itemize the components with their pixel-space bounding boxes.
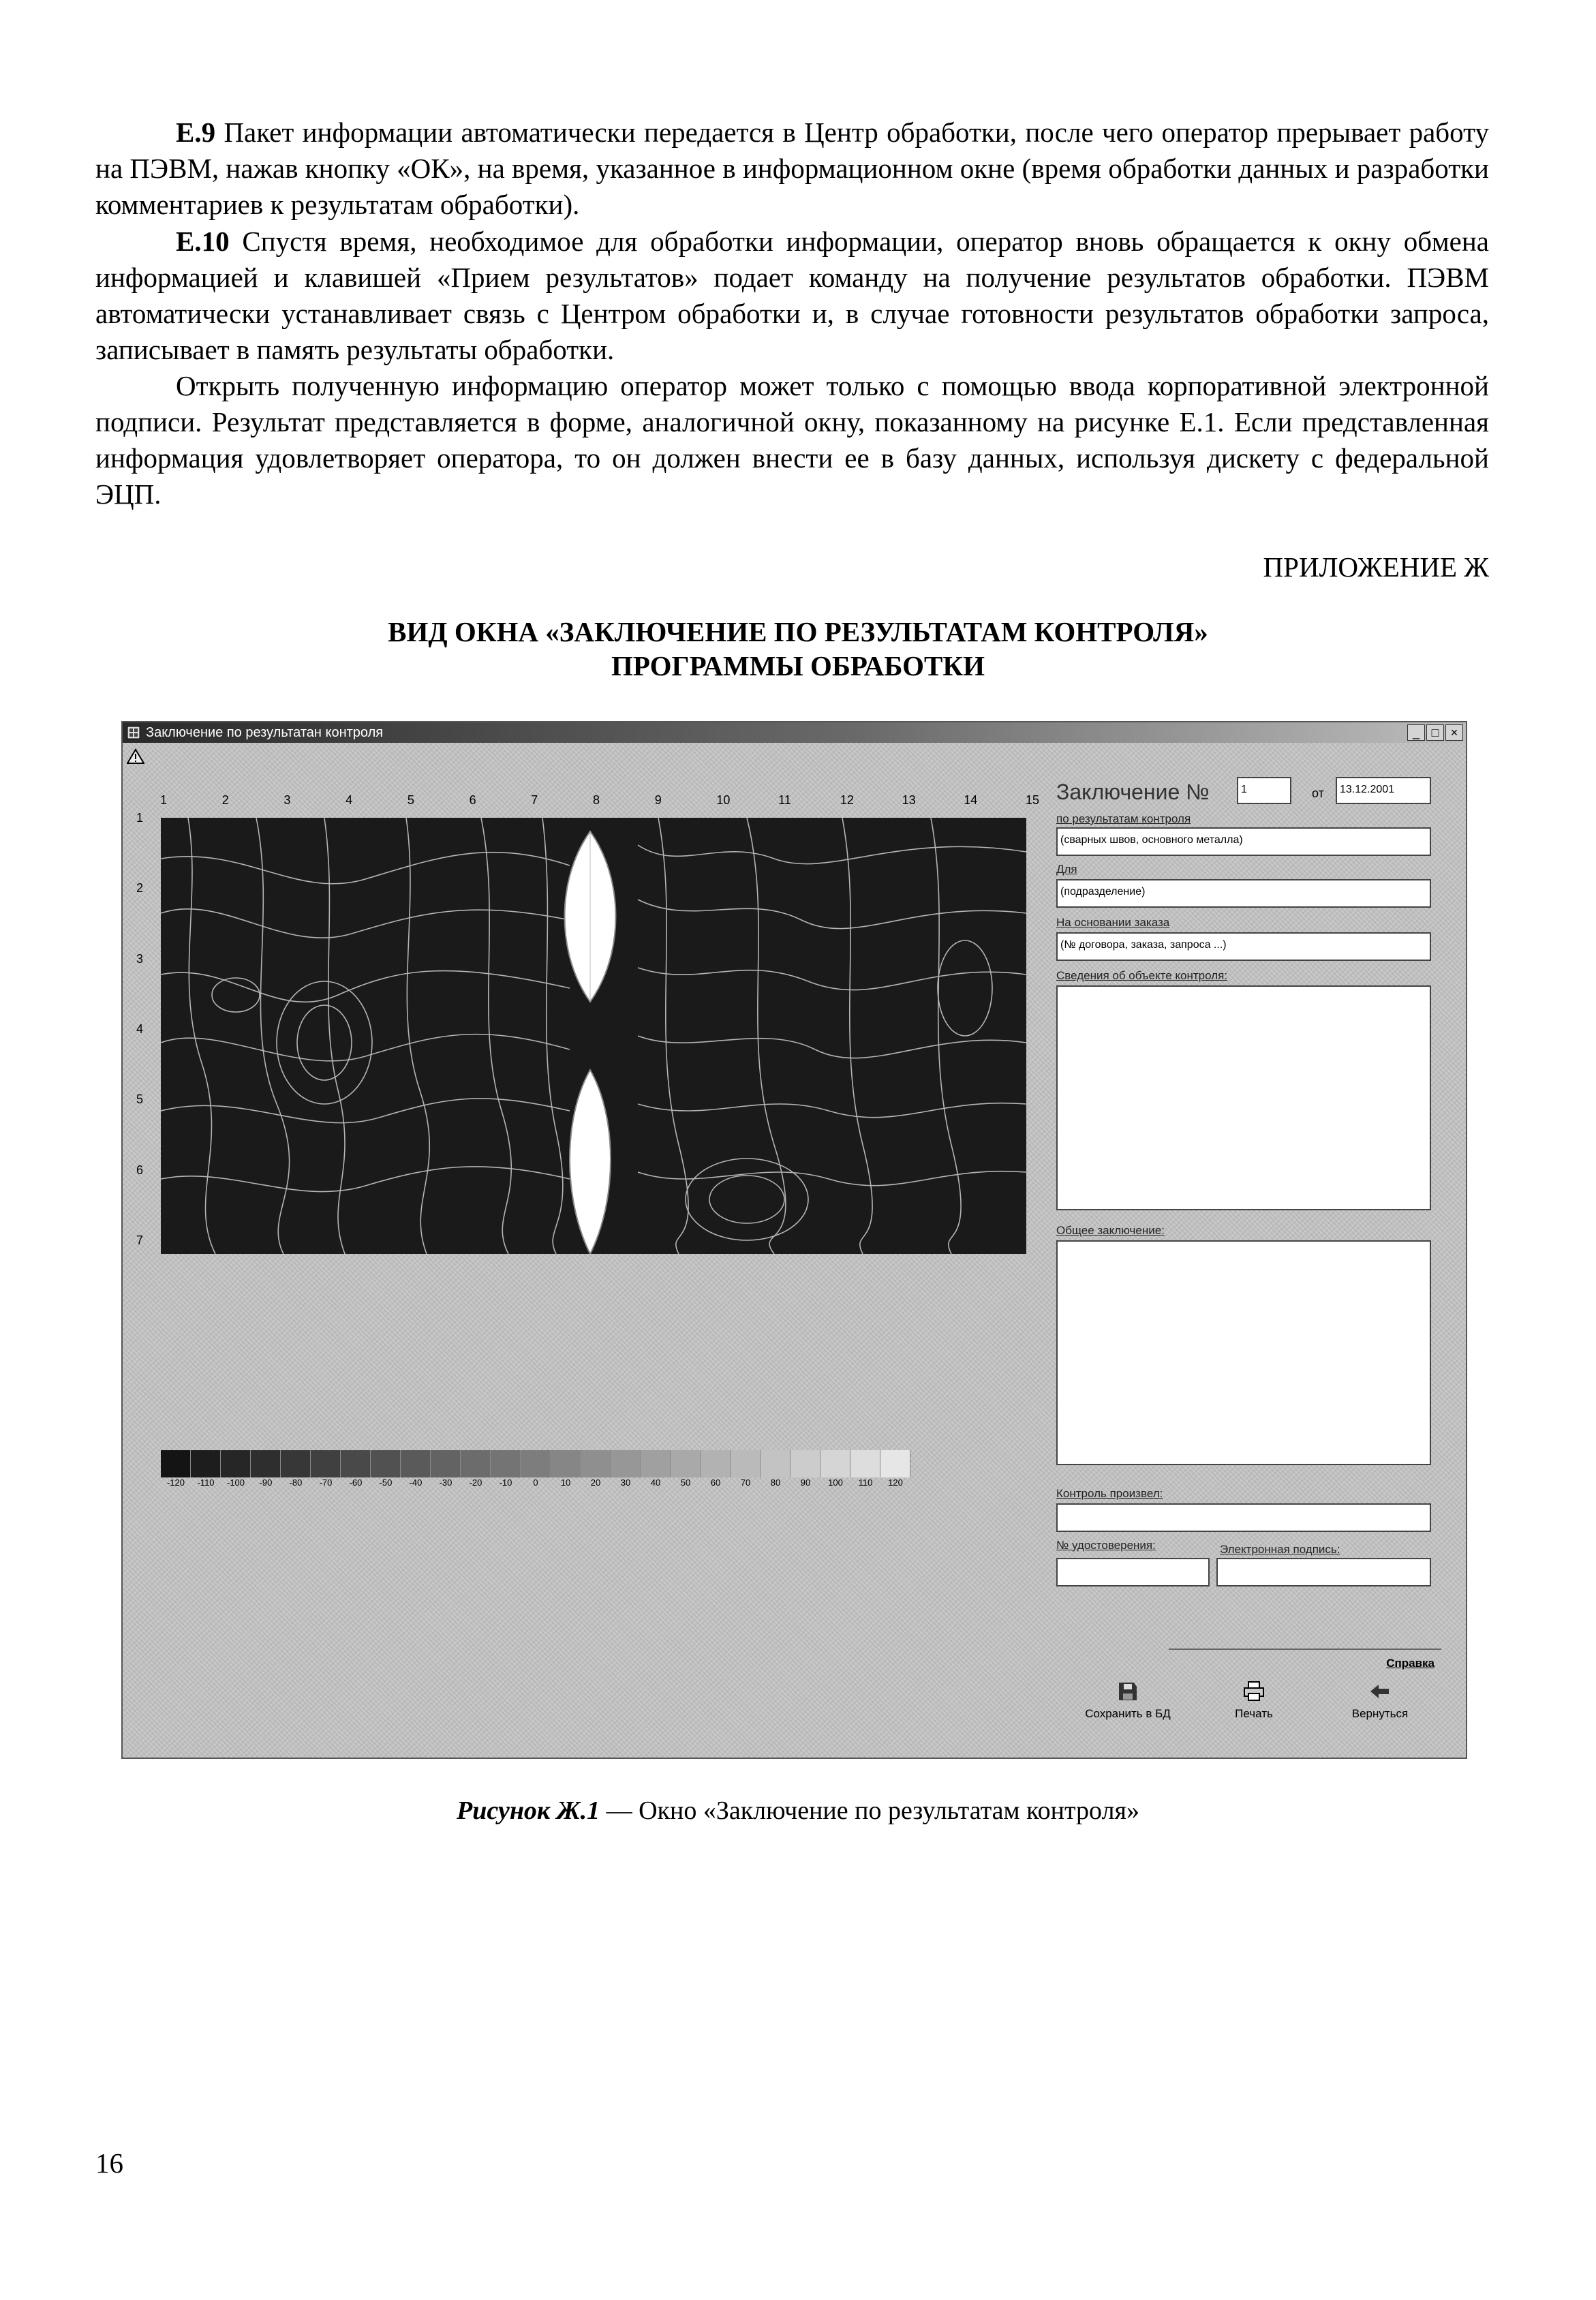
- legend-ticks: [161, 1477, 910, 1494]
- legend-swatch: [491, 1450, 521, 1477]
- ruler-tick: 3: [136, 951, 144, 966]
- paragraph-e10: [95, 224, 1489, 368]
- ruler-tick: 1: [136, 811, 144, 825]
- color-legend: [161, 1450, 910, 1494]
- for-label: Для: [1056, 863, 1077, 876]
- paragraph-lead: Е.9: [176, 117, 216, 148]
- legend-swatch: [251, 1450, 281, 1477]
- ruler-tick: 2: [136, 881, 144, 895]
- legend-swatch: [401, 1450, 431, 1477]
- ruler-tick: 7: [531, 793, 538, 807]
- left-ruler: [136, 811, 157, 1247]
- save-label: Сохранить в БД: [1085, 1707, 1171, 1720]
- ruler-tick: 7: [136, 1233, 144, 1247]
- legend-tick: 20: [590, 1477, 601, 1488]
- legend-swatches: [161, 1450, 910, 1477]
- legend-tick: 50: [680, 1477, 691, 1488]
- conclusion-header: [1056, 777, 1452, 807]
- caption-label: Рисунок Ж.1: [457, 1796, 600, 1825]
- action-bar: [1073, 1657, 1441, 1748]
- legend-tick: -110: [197, 1477, 215, 1488]
- conclusion-number-label: Заключение №: [1056, 780, 1210, 804]
- appendix-title-line: ВИД ОКНА «ЗАКЛЮЧЕНИЕ ПО РЕЗУЛЬТАТАМ КОНТРОЛЯ»: [388, 616, 1208, 647]
- legend-tick: -40: [409, 1477, 423, 1488]
- save-icon: [1116, 1680, 1139, 1703]
- object-info-textarea[interactable]: [1056, 985, 1431, 1210]
- window-controls: [1407, 724, 1463, 741]
- ruler-tick: 6: [136, 1163, 144, 1177]
- minimize-button[interactable]: _: [1407, 724, 1425, 741]
- ruler-tick: 4: [136, 1022, 144, 1036]
- window-title: Заключение по результатан контроля: [146, 725, 384, 740]
- legend-tick: 0: [533, 1477, 538, 1488]
- department-field[interactable]: (подразделение): [1056, 879, 1431, 908]
- legend-swatch: [820, 1450, 850, 1477]
- paragraph-text: Пакет информации автоматически передается в Центр обработки, после чего оператор прерывает работу на ПЭВМ, нажав кнопку «ОК», на время, указанное в информационном окне (время обработки данных и разработки комментариев к результатам обработки).: [95, 117, 1489, 220]
- legend-tick: -10: [499, 1477, 512, 1488]
- app-icon: [127, 726, 140, 739]
- paragraph-open-info: [95, 368, 1489, 512]
- certificate-label: № удостоверения:: [1056, 1539, 1156, 1552]
- ruler-tick: 4: [346, 793, 353, 807]
- legend-tick: -120: [166, 1477, 185, 1488]
- legend-swatch: [731, 1450, 761, 1477]
- legend-tick: -100: [226, 1477, 245, 1488]
- paragraph-text: Спустя время, необходимое для обработки информации, оператор вновь обращается к окну обмена информацией и клавишей «Прием результатов» подает команду на получение результатов обработки. ПЭВМ автоматически устанавливает связь с Центром обработки и, в случае готовности результатов обработки запроса, записывает в память результаты обработки.: [95, 226, 1489, 365]
- paragraph-text: Открыть полученную информацию оператор может только с помощью ввода корпоративной электронной подписи. Результат представляется в форме, аналогичной окну, показанному на рисунке Е.1. Если представленная информация удовлетворяет оператора, то он должен внести ее в базу данных, используя дискету с федеральной ЭЦП.: [95, 370, 1489, 510]
- legend-swatch: [221, 1450, 251, 1477]
- window-titlebar[interactable]: [123, 722, 1466, 743]
- legend-swatch: [521, 1450, 551, 1477]
- legend-swatch: [880, 1450, 910, 1477]
- legend-swatch: [371, 1450, 401, 1477]
- legend-tick: 40: [650, 1477, 661, 1488]
- back-label: Вернуться: [1351, 1707, 1409, 1720]
- appendix-title-line: ПРОГРАММЫ ОБРАБОТКИ: [611, 650, 985, 681]
- warning-icon[interactable]: [127, 748, 144, 765]
- legend-swatch: [431, 1450, 461, 1477]
- figure-caption: [0, 1796, 1596, 1826]
- legend-tick: 10: [560, 1477, 571, 1488]
- legend-swatch: [671, 1450, 701, 1477]
- print-label: Печать: [1235, 1707, 1273, 1720]
- date-from-label: от: [1312, 786, 1324, 800]
- legend-tick: -60: [349, 1477, 363, 1488]
- legend-tick: 70: [740, 1477, 751, 1488]
- controlled-by-label: Контроль произвел:: [1056, 1487, 1163, 1500]
- printer-icon: [1242, 1680, 1265, 1703]
- paragraph-e9: [95, 114, 1489, 223]
- ruler-tick: 12: [840, 793, 854, 807]
- ruler-tick: 15: [1026, 793, 1040, 807]
- legend-tick: -30: [439, 1477, 452, 1488]
- legend-swatch: [791, 1450, 820, 1477]
- conclusion-number-field[interactable]: 1: [1237, 777, 1291, 804]
- ruler-tick: 8: [593, 793, 600, 807]
- ruler-tick: 1: [160, 793, 168, 807]
- save-to-db-button[interactable]: [1073, 1680, 1182, 1721]
- appendix-title: [0, 615, 1596, 683]
- legend-swatch: [611, 1450, 641, 1477]
- maximize-button[interactable]: □: [1426, 724, 1444, 741]
- legend-tick: -90: [259, 1477, 273, 1488]
- caption-text: — Окно «Заключение по результатам контроля»: [600, 1796, 1139, 1825]
- help-link[interactable]: Справка: [1386, 1657, 1434, 1670]
- controlled-by-field[interactable]: [1056, 1503, 1431, 1532]
- ruler-tick: 2: [221, 793, 229, 807]
- legend-swatch: [551, 1450, 581, 1477]
- order-field[interactable]: (№ договора, заказа, запроса ...): [1056, 932, 1431, 961]
- legend-tick: -50: [379, 1477, 393, 1488]
- print-button[interactable]: [1199, 1680, 1308, 1721]
- legend-swatch: [191, 1450, 221, 1477]
- back-button[interactable]: [1325, 1680, 1434, 1721]
- legend-tick: 100: [828, 1477, 843, 1488]
- object-info-label: Сведения об объекте контроля:: [1056, 969, 1228, 982]
- legend-tick: -20: [469, 1477, 482, 1488]
- legend-swatch: [581, 1450, 611, 1477]
- signature-label: Электронная подпись:: [1220, 1543, 1340, 1556]
- page-number: 16: [95, 2147, 123, 2179]
- ruler-tick: 5: [136, 1092, 144, 1107]
- legend-swatch: [641, 1450, 671, 1477]
- ruler-tick: 3: [283, 793, 291, 807]
- legend-tick: -80: [289, 1477, 303, 1488]
- conclusion-window: [121, 721, 1467, 1759]
- paragraph-lead: Е.10: [176, 226, 230, 257]
- legend-swatch: [341, 1450, 371, 1477]
- back-arrow-icon: [1368, 1680, 1392, 1703]
- signature-field[interactable]: [1216, 1558, 1431, 1586]
- general-conclusion-label: Общее заключение:: [1056, 1224, 1165, 1237]
- contour-map[interactable]: [161, 818, 1026, 1254]
- legend-tick: 60: [710, 1477, 721, 1488]
- ruler-tick: 9: [654, 793, 662, 807]
- conclusion-date-field[interactable]: 13.12.2001: [1336, 777, 1431, 804]
- ruler-tick: 5: [407, 793, 414, 807]
- divider: [1169, 1649, 1441, 1650]
- legend-swatch: [461, 1450, 491, 1477]
- legend-swatch: [761, 1450, 791, 1477]
- ruler-tick: 6: [469, 793, 476, 807]
- results-field[interactable]: (сварных швов, основного металла): [1056, 827, 1431, 856]
- legend-tick: 80: [770, 1477, 781, 1488]
- legend-tick: 90: [800, 1477, 811, 1488]
- results-label: по результатам контроля: [1056, 812, 1191, 825]
- appendix-label: ПРИЛОЖЕНИЕ Ж: [1263, 551, 1489, 583]
- legend-tick: 30: [620, 1477, 631, 1488]
- legend-swatch: [281, 1450, 311, 1477]
- top-ruler: [160, 793, 1128, 812]
- certificate-field[interactable]: [1056, 1558, 1210, 1586]
- ruler-tick: 13: [902, 793, 916, 807]
- ruler-tick: 10: [716, 793, 731, 807]
- close-button[interactable]: ×: [1445, 724, 1463, 741]
- general-conclusion-textarea[interactable]: [1056, 1240, 1431, 1465]
- basis-label: На основании заказа: [1056, 916, 1170, 929]
- legend-tick: -70: [319, 1477, 333, 1488]
- legend-swatch: [161, 1450, 191, 1477]
- ruler-tick: 14: [964, 793, 978, 807]
- legend-swatch: [850, 1450, 880, 1477]
- ruler-tick: 11: [778, 793, 791, 807]
- legend-swatch: [701, 1450, 731, 1477]
- legend-tick: 120: [888, 1477, 903, 1488]
- legend-tick: 110: [858, 1477, 873, 1488]
- legend-swatch: [311, 1450, 341, 1477]
